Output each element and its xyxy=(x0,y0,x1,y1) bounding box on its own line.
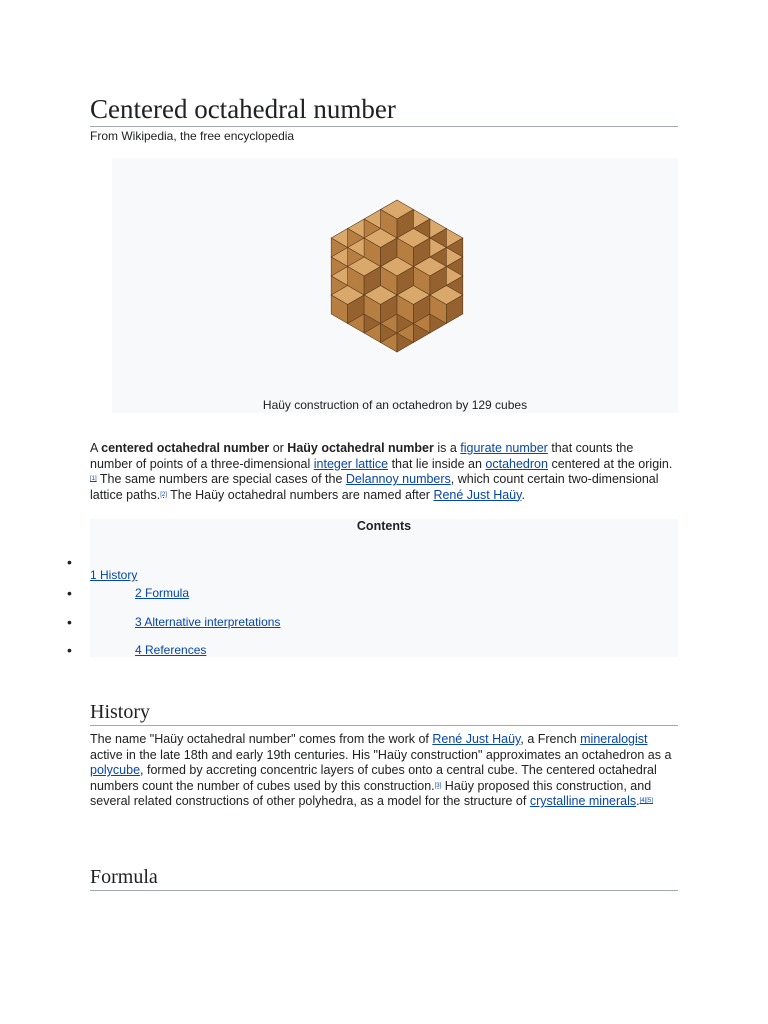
link-mineralogist[interactable]: mineralogist xyxy=(580,732,648,746)
figure xyxy=(112,158,678,413)
ref-3[interactable]: [3] xyxy=(434,782,442,789)
link-polycube[interactable]: polycube xyxy=(90,763,141,777)
toc-item-alternative-interpretations[interactable]: 3 Alternative interpretations xyxy=(135,615,281,629)
ref-1[interactable]: [1] xyxy=(90,476,97,482)
toc-item-formula[interactable]: 2 Formula xyxy=(135,586,190,600)
bullet-icon: • xyxy=(67,585,72,601)
bullet-icon: • xyxy=(67,642,72,658)
link-rene-just-hauy[interactable]: René Just Haüy xyxy=(432,732,521,746)
link-rene-just-hauy[interactable]: René Just Haüy xyxy=(433,487,522,502)
section-heading-formula: Formula xyxy=(90,864,678,891)
history-paragraph: The name "Haüy octahedral number" comes from the work of René Just Haüy, a French mineralogist active in the late 18th and early 19th centuries. His "Haüy construction" approximates an octahedron as a polycube, formed by accreting concentric layers of cubes onto a central cube. The centered octahedral numbers count the number of cubes used by this construction.[3] Haüy proposed this construction, and several related constructions of other polyhedra, as a model for the structure of crystalline minerals.[4][5] xyxy=(90,732,672,808)
ref-2[interactable]: [2] xyxy=(160,491,167,498)
link-crystalline-minerals[interactable]: crystalline minerals xyxy=(529,794,637,808)
octahedron-illustration[interactable] xyxy=(282,158,512,393)
tagline: From Wikipedia, the free encyclopedia xyxy=(90,129,295,143)
toc-title: Contents xyxy=(356,519,412,533)
figure-caption: Haüy construction of an octahedron by 129 cubes xyxy=(262,398,528,412)
intro-paragraph: A centered octahedral number or Haüy octahedral number is a figurate number that counts the number of points of a three-dimensional integer lattice that lie inside an octahedron centered at the origin.[1] The same numbers are special cases of the Delannoy numbers, which count certain two-dimensional lattice paths.[2] The Haüy octahedral numbers are named after René Just Haüy. xyxy=(90,441,673,502)
link-figurate-number[interactable]: figurate number xyxy=(460,441,548,455)
bullet-icon: • xyxy=(67,614,72,630)
toc-item-references[interactable]: 4 References xyxy=(135,643,207,657)
bold-term-alt: Haüy octahedral number xyxy=(287,441,434,455)
ref-4-5[interactable]: [4][5] xyxy=(639,798,653,804)
page-title: Centered octahedral number xyxy=(90,92,678,127)
link-delannoy-numbers[interactable]: Delannoy numbers xyxy=(345,472,451,486)
link-octahedron[interactable]: octahedron xyxy=(485,456,548,471)
bold-term: centered octahedral number xyxy=(101,441,270,455)
bullet-icon: • xyxy=(67,554,72,570)
link-integer-lattice[interactable]: integer lattice xyxy=(313,456,389,471)
section-heading-history: History xyxy=(90,699,678,726)
toc-item-history[interactable]: 1 History xyxy=(90,568,138,582)
